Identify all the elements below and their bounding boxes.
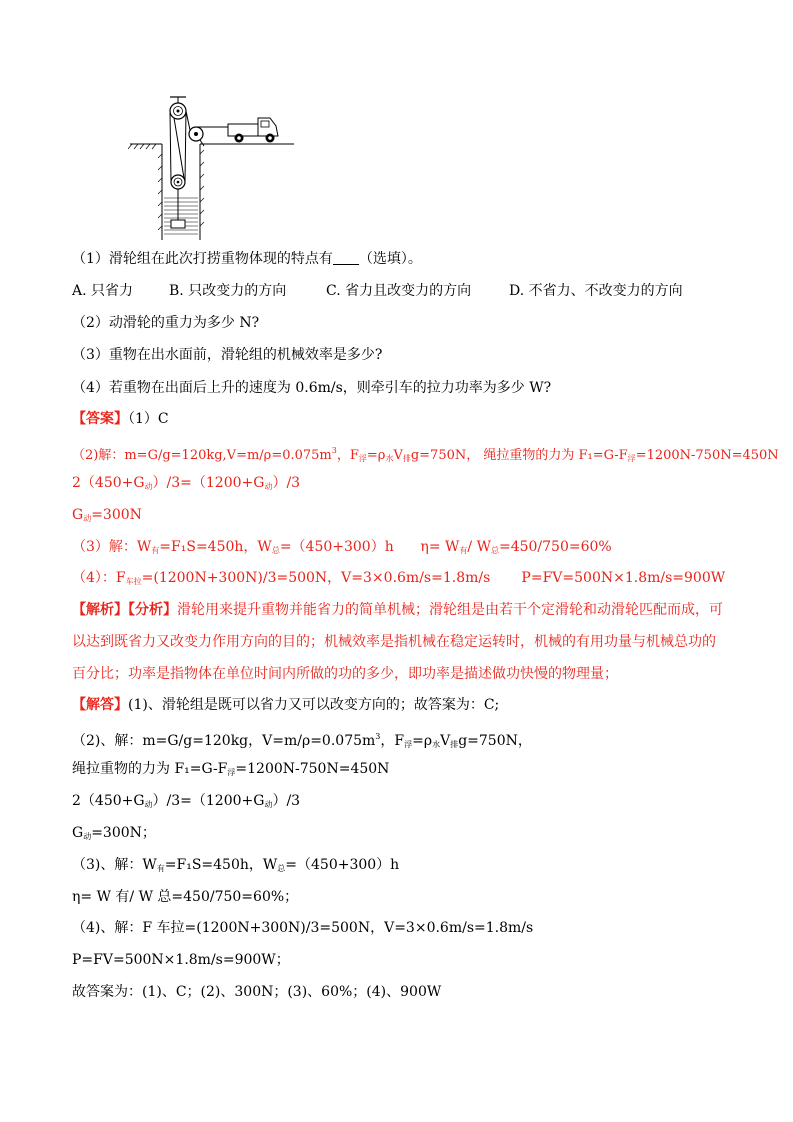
a2-l3-sub: 动: [83, 514, 92, 523]
pulley-truck-diagram-icon: [128, 94, 308, 242]
s5-sub: 动: [83, 832, 92, 841]
a2-l1-p3: =ρ: [366, 448, 386, 463]
solution-line-9: P=FV=500N×1.8m/s=900W；: [72, 952, 290, 968]
solution-text-1: (1)、滑轮组是既可以省力又可以改变方向的；故答案为：C;: [128, 697, 500, 713]
a2-l3-p1: G: [72, 507, 84, 523]
s6-p3: =（450+300）h: [285, 857, 400, 873]
a2-l1-sub3: 排: [402, 454, 411, 463]
s2-sub2: 水: [432, 740, 441, 749]
s2-p2: ，F: [380, 733, 405, 749]
analysis-label: 【解析】【分析】: [72, 602, 177, 618]
answer-blank: [333, 250, 359, 265]
s2-p5: g=750N，: [458, 733, 532, 749]
solution-label: 【解答】: [72, 697, 128, 713]
answer-label: 【答案】: [72, 411, 128, 427]
a2-l2-sub: 动: [144, 482, 153, 491]
analysis-line-2: 以达到既省力又改变力作用方向的目的；机械效率是指机械在稳定运转时，机械的有用功量与机械总功的: [72, 634, 716, 650]
a2-l1-sup: 3: [331, 446, 337, 455]
a3-sub2: 总: [271, 546, 280, 555]
solution-line-3: [72, 759, 389, 783]
a2-l2-p2: ）/3=（1200+G: [152, 475, 265, 491]
a4-sub: 车拉: [125, 577, 142, 586]
s5-p1: G: [72, 825, 84, 841]
s4-sub2: 动: [264, 800, 273, 809]
a4-p2: =(1200N+300N)/3=500N，V=3×0.6m/s=1.8m/s P=FV=500N×1.8m/s=900W: [141, 570, 726, 586]
a2-l1-sub2: 水: [385, 454, 394, 463]
s3-p2: =1200N-750N=450N: [235, 761, 390, 777]
solution-line-2: [72, 727, 532, 755]
option-a: A. 只省力: [72, 283, 134, 299]
option-d: D. 不省力、不改变力的方向: [509, 283, 683, 299]
a2-l1-p6: =1200N-750N=450N: [635, 448, 779, 463]
solution-line-1: [72, 695, 499, 715]
s2-sub3: 排: [450, 740, 459, 749]
s4-sub: 动: [144, 800, 153, 809]
a2-l3-p2: =300N: [91, 507, 142, 523]
options-row: [72, 281, 772, 301]
s2-p3: =ρ: [412, 733, 433, 749]
s6-p2: =F₁S=450h，W: [164, 857, 278, 873]
option-b: B. 只改变力的方向: [169, 283, 287, 299]
a3-p4: / W: [467, 539, 491, 555]
analysis-text-1: 滑轮用来提升重物并能省力的简单机械；滑轮组是由若干个定滑轮和动滑轮匹配而成，可: [177, 602, 723, 618]
answer-2-line2: [72, 473, 300, 497]
analysis-line-3: 百分比；功率是指物体在单位时间内所做的功的多少，即功率是描述做功快慢的物理量；: [72, 666, 618, 682]
question-1-text: （1）滑轮组在此次打捞重物体现的特点有: [72, 251, 333, 267]
a2-l1-p4: V: [393, 448, 403, 463]
solution-line-10: 故答案为：(1)、C；(2)、300N；(3)、60%；(4)、900W: [72, 984, 442, 1000]
answer-4: [72, 568, 725, 592]
answer-2-line1: [72, 441, 779, 469]
a2-l2-p3: ）/3: [272, 475, 301, 491]
a3-sub1: 有: [151, 546, 160, 555]
a2-l1-sub1: 浮: [358, 454, 367, 463]
a3-p2: =F₁S=450h，W: [159, 539, 272, 555]
question-1-tail: （选填）。: [358, 251, 422, 267]
solution-line-6: [72, 855, 399, 879]
solution-line-7: η= W 有/ W 总=450/750=60%；: [72, 889, 299, 905]
answer-2-line3: [72, 505, 142, 529]
s4-p1: 2（450+G: [72, 793, 145, 809]
a2-l1-p5: g=750N， 绳拉重物的力为 F₁=G-F: [410, 448, 628, 463]
question-3: （3）重物在出水面前，滑轮组的机械效率是多少?: [72, 347, 383, 363]
answer-3: [72, 537, 612, 561]
a3-sub4: 总: [490, 546, 499, 555]
analysis-line-1: [72, 600, 723, 620]
s6-p1: （3)、解：W: [72, 857, 157, 873]
a3-p1: （3）解：W: [72, 539, 152, 555]
solution-line-5: [72, 823, 156, 847]
a2-l1-sub4: 浮: [627, 454, 636, 463]
question-2: （2）动滑轮的重力为多少 N?: [72, 315, 260, 331]
option-c: C. 省力且改变力的方向: [326, 283, 472, 299]
s2-p1: （2)、解：m=G/g=120kg，V=m/ρ=0.075m: [72, 733, 376, 749]
s2-sub1: 浮: [404, 740, 413, 749]
answer-1: （1）C: [128, 411, 169, 427]
s2-sup: 3: [375, 732, 381, 741]
a3-p3: =（450+300）h η= W: [279, 539, 460, 555]
s3-sub: 浮: [227, 768, 236, 777]
a4-p1: （4）：F: [72, 570, 126, 586]
a2-l1-p2: ，F: [336, 448, 359, 463]
a2-l1-p1: （2)解：m=G/g=120kg,V=m/ρ=0.075m: [72, 448, 332, 463]
a3-sub3: 有: [459, 546, 468, 555]
a2-l2-sub2: 动: [264, 482, 273, 491]
solution-line-8: （4)、解：F 车拉=(1200N+300N)/3=500N，V=3×0.6m/s=1.8m/s: [72, 920, 534, 936]
a3-p5: =450/750=60%: [498, 539, 612, 555]
s2-p4: V: [440, 733, 451, 749]
a2-l2-p1: 2（450+G: [72, 475, 145, 491]
s6-sub2: 总: [277, 864, 286, 873]
s3-p1: 绳拉重物的力为 F₁=G-F: [72, 761, 228, 777]
s5-p2: =300N；: [91, 825, 156, 841]
question-4: （4）若重物在出面后上升的速度为 0.6m/s，则牵引车的拉力功率为多少 W?: [72, 380, 552, 396]
answer-header: [72, 409, 169, 429]
s4-p2: ）/3=（1200+G: [152, 793, 265, 809]
s4-p3: ）/3: [272, 793, 301, 809]
question-1: [72, 249, 422, 269]
s6-sub1: 有: [156, 864, 165, 873]
solution-line-4: [72, 791, 300, 815]
